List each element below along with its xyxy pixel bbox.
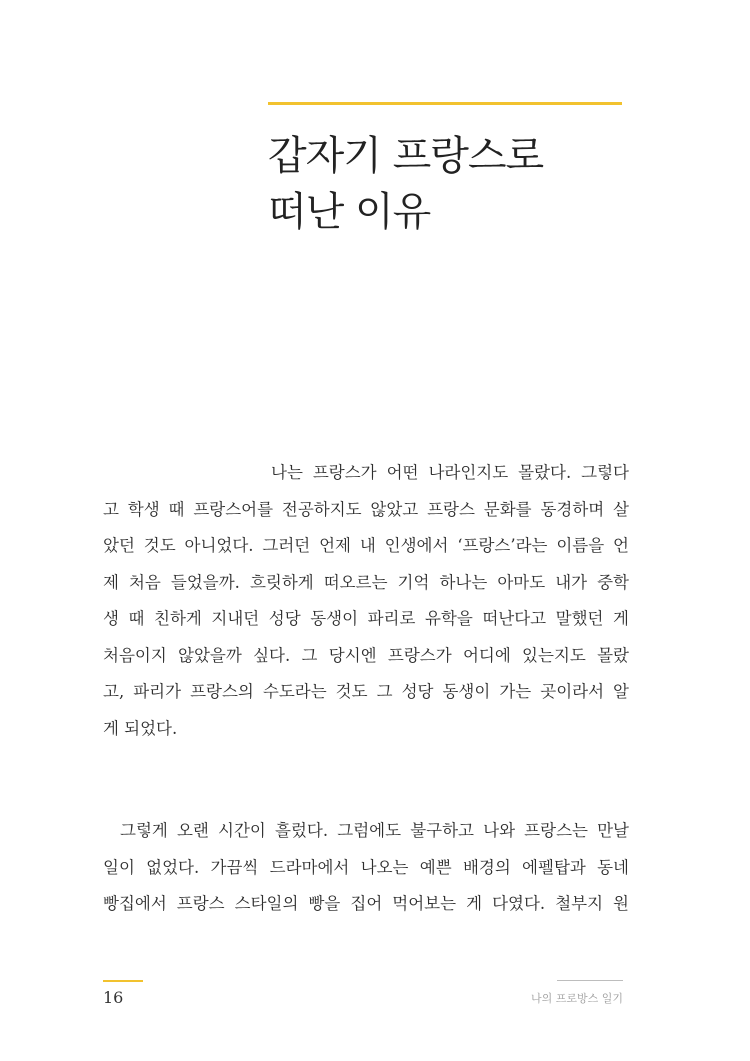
paragraph-line: 나는 프랑스가 어떤 나라인지도 몰랐다. 그렇다 bbox=[271, 463, 629, 482]
title-accent-rule bbox=[268, 102, 622, 105]
body-paragraph-2 bbox=[103, 813, 629, 923]
paragraph-line: 았던 것도 아니었다. 그러던 언제 내 인생에서 ‘프랑스’라는 이름을 언 bbox=[103, 536, 629, 555]
body-paragraph-1 bbox=[103, 455, 629, 747]
chapter-title bbox=[268, 128, 648, 240]
chapter-title-line-2: 떠난 이유 bbox=[268, 189, 431, 235]
chapter-title-line-1: 갑자기 프랑스로 bbox=[268, 133, 544, 179]
paragraph-line: 생 때 친하게 지내던 성당 동생이 파리로 유학을 떠난다고 말했던 게 bbox=[103, 609, 629, 628]
paragraph-line: 일이 없었다. 가끔씩 드라마에서 나오는 예쁜 배경의 에펠탑과 동네 bbox=[103, 857, 629, 877]
footer-divider-rule bbox=[557, 980, 623, 981]
running-title: 나의 프로방스 일기 bbox=[530, 992, 623, 1005]
paragraph-line: 고 학생 때 프랑스어를 전공하지도 않았고 프랑스 문화를 동경하며 살 bbox=[103, 499, 629, 519]
paragraph-line: 빵집에서 프랑스 스타일의 빵을 집어 먹어보는 게 다였다. 철부지 원 bbox=[103, 894, 629, 913]
paragraph-line: 제 처음 들었을까. 흐릿하게 떠오르는 기억 하나는 아마도 내가 중학 bbox=[103, 572, 629, 592]
footer-accent-rule bbox=[103, 980, 143, 982]
paragraph-line: 처음이지 않았을까 싶다. 그 당시엔 프랑스가 어디에 있는지도 몰랐 bbox=[103, 645, 629, 665]
paragraph-line: 고, 파리가 프랑스의 수도라는 것도 그 성당 동생이 가는 곳이라서 알 bbox=[103, 682, 629, 701]
page-number: 16 bbox=[103, 988, 124, 1007]
paragraph-line: 그렇게 오랜 시간이 흘렀다. 그럼에도 불구하고 나와 프랑스는 만날 bbox=[120, 821, 629, 840]
paragraph-line: 게 되었다. bbox=[103, 718, 178, 738]
